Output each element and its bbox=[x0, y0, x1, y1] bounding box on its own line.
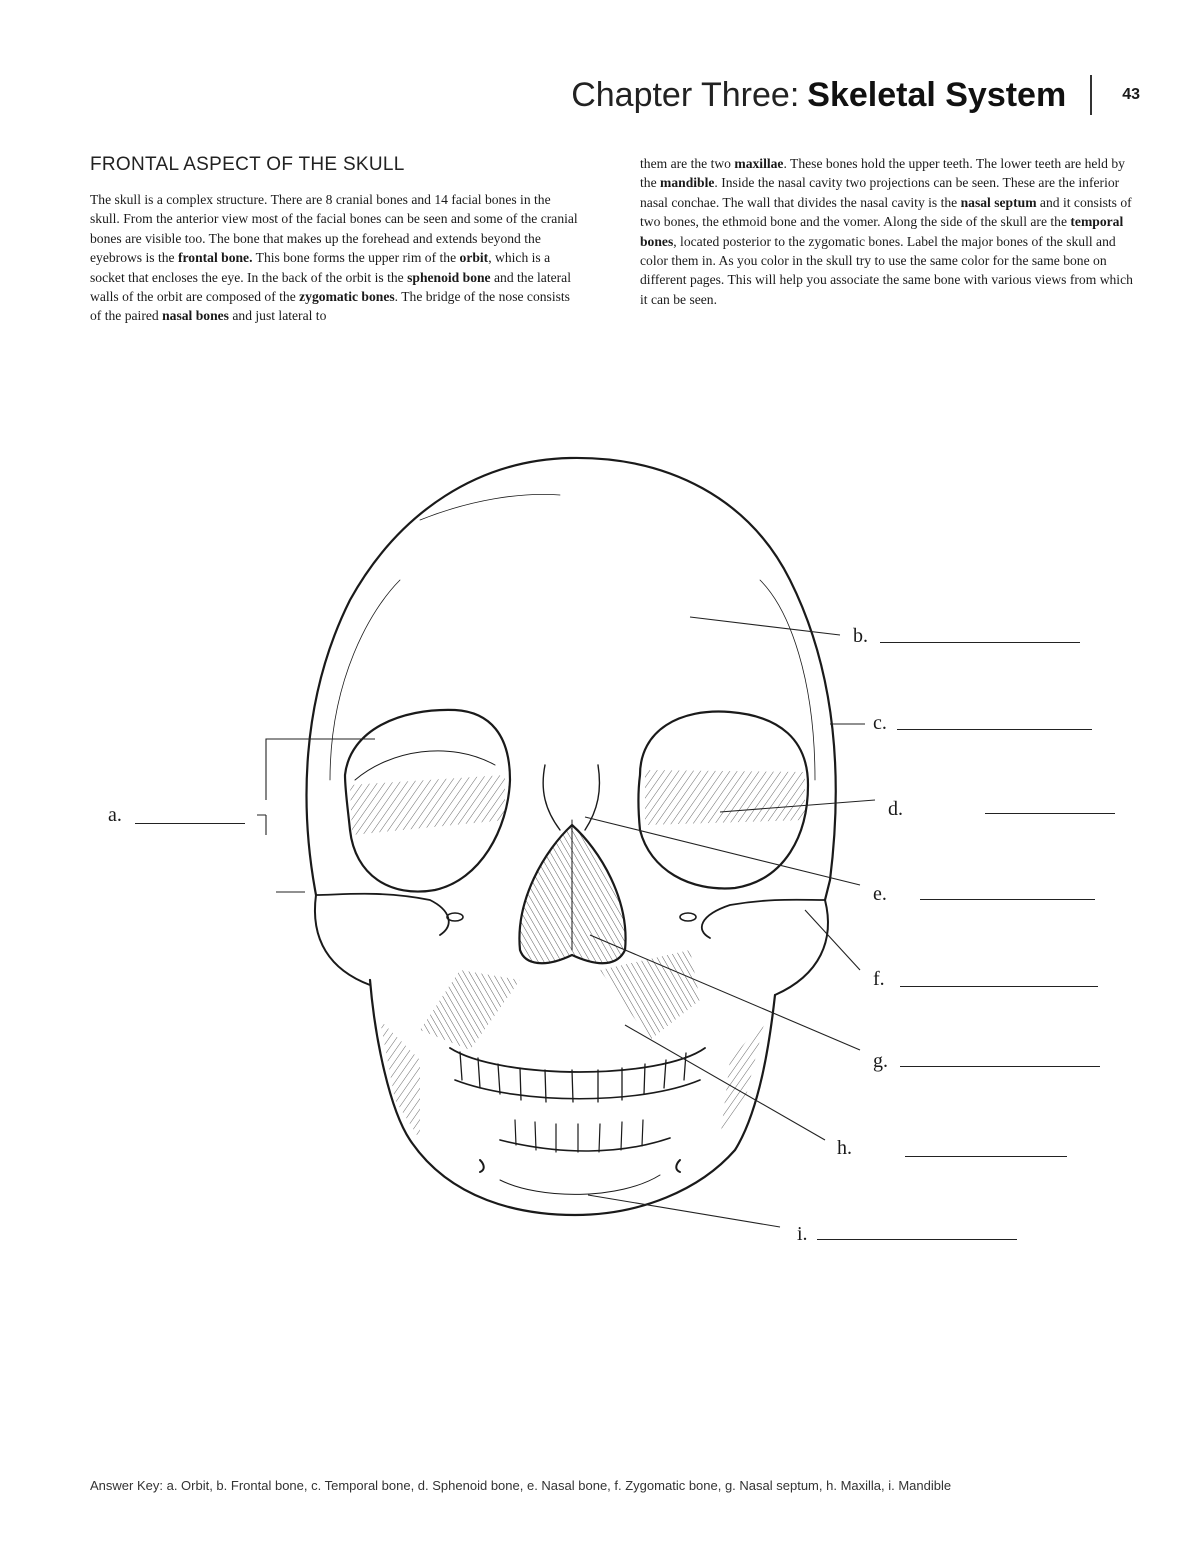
term-nasal-bones: nasal bones bbox=[162, 308, 229, 324]
term-orbit: orbit bbox=[459, 250, 489, 266]
body-text-left: The skull is a complex structure. There are 8 cranial bones and 14 facial bones in the skull. From the anterior view most of the facial bones can be seen and some of the cranial bones are visible too. The bone that makes up the forehead and extends beyond the eyebrows is the frontal bone. This bone forms the upper rim of the orbit, which is a socket that encloses the eye. In the back of the orbit is the sphenoid bone and the lateral walls of the orbit are composed of the zygomatic bones. The bridge of the nose consists of the paired nasal bones and just lateral to bbox=[90, 192, 578, 324]
blank-g[interactable] bbox=[900, 1066, 1100, 1067]
blank-c[interactable] bbox=[897, 729, 1092, 730]
term-zygomatic-bones: zygomatic bones bbox=[299, 289, 395, 305]
skull-illustration bbox=[0, 380, 1200, 1280]
blank-f[interactable] bbox=[900, 986, 1098, 987]
blank-a[interactable] bbox=[135, 823, 245, 824]
body-text-right: them are the two maxillae. These bones hold the upper teeth. The lower teeth are held by the mandible. Inside the nasal cavity two projections can be seen. These are the inferior nasal conchae. The wall that divides the nasal cavity is the nasal septum and it consists of two bones, the ethmoid bone and the vomer. Along the side of the skull are the temporal bones, located posterior to the zygomatic bones. Label the major bones of the skull and color them in. As you color in the skull try to use the same color for the same bone on different pages. This will help you associate the same bone with various views from which it can be seen. bbox=[640, 156, 1133, 307]
label-d: d. bbox=[888, 798, 903, 820]
label-i: i. bbox=[797, 1223, 808, 1245]
label-h: h. bbox=[837, 1137, 852, 1159]
blank-e[interactable] bbox=[920, 899, 1095, 900]
label-c: c. bbox=[873, 712, 887, 734]
term-maxillae: maxillae bbox=[734, 156, 784, 171]
skull-diagram bbox=[0, 380, 1200, 1280]
blank-h[interactable] bbox=[905, 1156, 1067, 1157]
term-sphenoid-bone: sphenoid bone bbox=[407, 269, 491, 285]
chapter-prefix: Chapter Three: bbox=[571, 75, 800, 114]
label-g: g. bbox=[873, 1050, 888, 1072]
label-a: a. bbox=[108, 804, 122, 826]
chapter-title: Skeletal System bbox=[807, 75, 1067, 114]
term-nasal-septum: nasal septum bbox=[960, 194, 1037, 210]
blank-b[interactable] bbox=[880, 642, 1080, 643]
term-mandible: mandible bbox=[660, 175, 715, 191]
answer-key: Answer Key: a. Orbit, b. Frontal bone, c. Temporal bone, d. Sphenoid bone, e. Nasal bone, f. Zygomatic bone, g. Nasal septum, h. Maxilla, i. Mandible bbox=[90, 1478, 952, 1493]
header-divider bbox=[1090, 75, 1092, 115]
label-b: b. bbox=[853, 625, 868, 647]
term-temporal-bones: temporal bones bbox=[640, 214, 1124, 249]
label-f: f. bbox=[873, 968, 885, 990]
section-title: FRONTAL ASPECT OF THE SKULL bbox=[90, 154, 405, 175]
page-number: 43 bbox=[1122, 86, 1140, 103]
page-header bbox=[571, 70, 1140, 120]
blank-d[interactable] bbox=[985, 813, 1115, 814]
blank-i[interactable] bbox=[817, 1239, 1017, 1240]
term-frontal-bone: frontal bone. bbox=[177, 250, 253, 266]
label-e: e. bbox=[873, 883, 887, 905]
